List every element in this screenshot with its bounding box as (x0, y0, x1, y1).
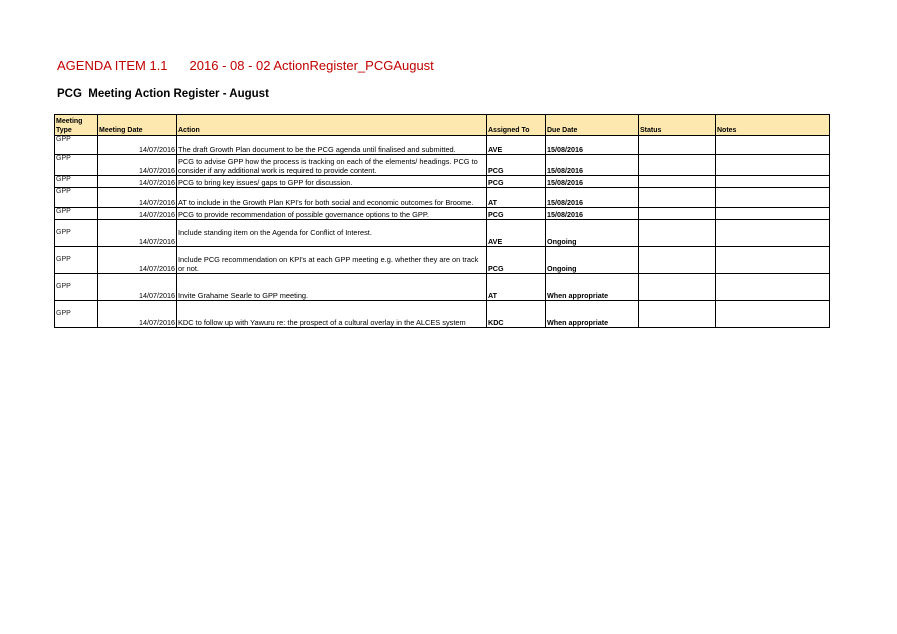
cell-action: Include PCG recommendation on KPI's at each GPP meeting e.g. whether they are on track or not. (177, 247, 487, 274)
cell-assigned-to: AVE (487, 136, 546, 155)
cell-meeting-type: GPP (55, 274, 98, 301)
cell-due-date: Ongoing (546, 220, 639, 247)
table-row (55, 220, 830, 247)
cell-notes (716, 247, 830, 274)
cell-notes (716, 136, 830, 155)
cell-due-date: When appropriate (546, 301, 639, 328)
header-status: Status (639, 115, 716, 136)
cell-notes (716, 188, 830, 208)
cell-assigned-to: PCG (487, 247, 546, 274)
cell-meeting-date: 14/07/2016 (98, 176, 177, 188)
table-row (55, 188, 830, 208)
cell-assigned-to: PCG (487, 155, 546, 176)
cell-notes (716, 208, 830, 220)
cell-status (639, 247, 716, 274)
cell-assigned-to: AT (487, 188, 546, 208)
agenda-heading (57, 58, 434, 73)
cell-meeting-type: GPP (55, 188, 98, 208)
cell-meeting-type: GPP (55, 136, 98, 155)
cell-assigned-to: AVE (487, 220, 546, 247)
cell-status (639, 274, 716, 301)
cell-meeting-date: 14/07/2016 (98, 301, 177, 328)
cell-action: AT to include in the Growth Plan KPI's for both social and economic outcomes for Broome. (177, 188, 487, 208)
cell-action: PCG to advise GPP how the process is tracking on each of the elements/ headings. PCG to consider if any additional work is required to provide content. (177, 155, 487, 176)
cell-action: Invite Grahame Searle to GPP meeting. (177, 274, 487, 301)
table-row (55, 176, 830, 188)
cell-assigned-to: PCG (487, 208, 546, 220)
cell-assigned-to: KDC (487, 301, 546, 328)
cell-due-date: When appropriate (546, 274, 639, 301)
cell-status (639, 155, 716, 176)
header-meeting-date: Meeting Date (98, 115, 177, 136)
cell-due-date: 15/08/2016 (546, 136, 639, 155)
cell-notes (716, 274, 830, 301)
cell-meeting-type: GPP (55, 208, 98, 220)
agenda-item-label: AGENDA ITEM 1.1 (57, 58, 168, 73)
cell-status (639, 136, 716, 155)
cell-meeting-date: 14/07/2016 (98, 136, 177, 155)
cell-due-date: 15/08/2016 (546, 176, 639, 188)
cell-notes (716, 301, 830, 328)
cell-notes (716, 220, 830, 247)
cell-meeting-date: 14/07/2016 (98, 247, 177, 274)
cell-action: PCG to bring key issues/ gaps to GPP for discussion. (177, 176, 487, 188)
cell-due-date: 15/08/2016 (546, 208, 639, 220)
table-row (55, 208, 830, 220)
table-header-row (55, 115, 830, 136)
header-action: Action (177, 115, 487, 136)
cell-meeting-date: 14/07/2016 (98, 274, 177, 301)
cell-due-date: 15/08/2016 (546, 188, 639, 208)
table-row (55, 136, 830, 155)
header-due-date: Due Date (546, 115, 639, 136)
table-row (55, 155, 830, 176)
cell-action: KDC to follow up with Yawuru re: the prospect of a cultural overlay in the ALCES system (177, 301, 487, 328)
cell-meeting-date: 14/07/2016 (98, 155, 177, 176)
cell-status (639, 220, 716, 247)
cell-meeting-type: GPP (55, 220, 98, 247)
cell-due-date: 15/08/2016 (546, 155, 639, 176)
header-notes: Notes (716, 115, 830, 136)
table-row (55, 301, 830, 328)
action-register-table (54, 114, 830, 328)
cell-status (639, 301, 716, 328)
page-subtitle: PCG Meeting Action Register - August (57, 88, 269, 100)
cell-action: Include standing item on the Agenda for Conflict of Interest. (177, 220, 487, 247)
cell-action: PCG to provide recommendation of possible governance options to the GPP. (177, 208, 487, 220)
cell-meeting-type: GPP (55, 176, 98, 188)
cell-meeting-type: GPP (55, 247, 98, 274)
cell-meeting-date: 14/07/2016 (98, 188, 177, 208)
cell-notes (716, 155, 830, 176)
cell-assigned-to: PCG (487, 176, 546, 188)
cell-notes (716, 176, 830, 188)
cell-status (639, 176, 716, 188)
document-name: 2016 - 08 - 02 ActionRegister_PCGAugust (189, 58, 434, 73)
cell-due-date: Ongoing (546, 247, 639, 274)
table-row (55, 274, 830, 301)
cell-meeting-date: 14/07/2016 (98, 220, 177, 247)
cell-meeting-type: GPP (55, 301, 98, 328)
header-meeting-type: Meeting Type (55, 115, 98, 136)
cell-meeting-type: GPP (55, 155, 98, 176)
cell-assigned-to: AT (487, 274, 546, 301)
cell-status (639, 208, 716, 220)
cell-action: The draft Growth Plan document to be the PCG agenda until finalised and submitted. (177, 136, 487, 155)
table-row (55, 247, 830, 274)
header-assigned-to: Assigned To (487, 115, 546, 136)
cell-status (639, 188, 716, 208)
cell-meeting-date: 14/07/2016 (98, 208, 177, 220)
